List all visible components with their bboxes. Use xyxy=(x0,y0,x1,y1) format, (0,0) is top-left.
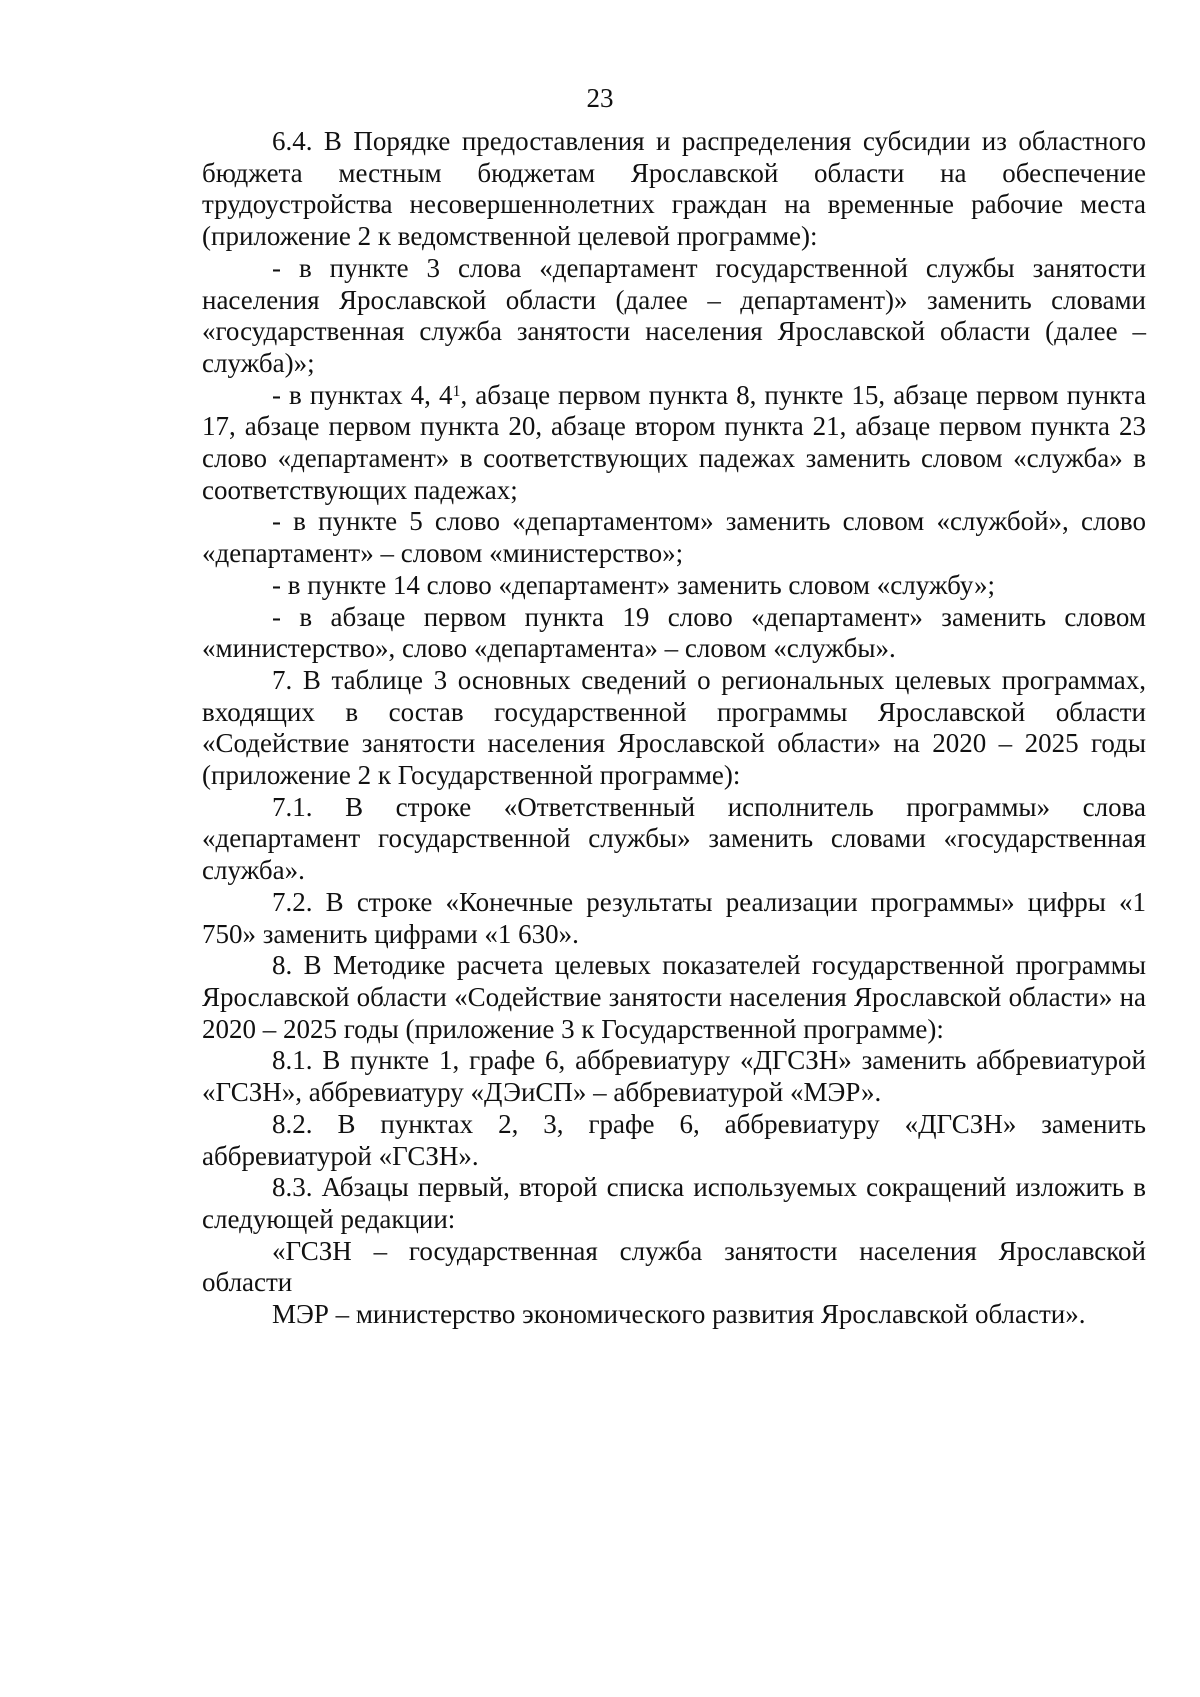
page-number: 23 xyxy=(586,83,614,113)
document-body xyxy=(202,126,1146,1331)
superscript-1: 1 xyxy=(452,382,461,400)
paragraph-item-14: - в пункте 14 слово «департамент» заменить словом «службу»; xyxy=(272,569,996,600)
abbreviation-gszn: «ГСЗН – государственная служба занятости населения Ярославской области xyxy=(202,1235,1146,1298)
paragraph-item-5: - в пункте 5 слово «департаментом» заменить словом «службой», слово «департамент» – словом «министерство»; xyxy=(202,506,1146,569)
paragraph-8: 8. В Методике расчета целевых показателей государственной программы Ярославской области «Содействие занятости населения Ярославской области» на 2020 – 2025 годы (приложение 3 к Государственной программе): xyxy=(202,950,1146,1044)
paragraph-7-1: 7.1. В строке «Ответственный исполнитель программы» слова «департамент государственной службы» заменить словами «государственная служба». xyxy=(202,791,1146,886)
abbreviation-mer: МЭР – министерство экономического развития Ярославской области». xyxy=(272,1299,1086,1330)
paragraph-item-4 xyxy=(202,380,1146,507)
paragraph-8-2: 8.2. В пунктах 2, 3, графе 6, аббревиатуру «ДГСЗН» заменить аббревиатурой «ГСЗН». xyxy=(202,1108,1146,1171)
paragraph-7-2: 7.2. В строке «Конечные результаты реализации программы» цифры «1 750» заменить цифрами «1 630». xyxy=(202,886,1146,949)
paragraph-7: 7. В таблице 3 основных сведений о региональных целевых программах, входящих в состав государственной программы Ярославской области «Содействие занятости населения Ярославской области» на 2020 – 2025 годы (приложение 2 к Государственной программе): xyxy=(202,664,1146,791)
paragraph-item-19: - в абзаце первом пункта 19 слово «департамент» заменить словом «министерство», слово «департамента» – словом «службы». xyxy=(202,601,1146,664)
paragraph-8-3: 8.3. Абзацы первый, второй списка используемых сокращений изложить в следующей редакции: xyxy=(202,1172,1146,1234)
paragraph-item-4-text-before: - в пунктах 4, 4 xyxy=(272,379,453,410)
paragraph-6-4: 6.4. В Порядке предоставления и распределения субсидии из областного бюджета местным бюджетам Ярославской области на обеспечение трудоустройства несовершеннолетних граждан на временные рабочие места (приложение 2 к ведомственной целевой программе): xyxy=(202,126,1146,252)
paragraph-item-3: - в пункте 3 слова «департамент государственной службы занятости населения Ярославской области (далее – департамент)» заменить словами «государственная служба занятости населения Ярославской области (далее – служба)»; xyxy=(202,252,1146,378)
paragraph-8-1: 8.1. В пункте 1, графе 6, аббревиатуру «ДГСЗН» заменить аббревиатурой «ГСЗН», аббревиатуру «ДЭиСП» – аббревиатурой «МЭР». xyxy=(202,1045,1146,1108)
paragraph-item-4-text-after: , абзаце первом пункта 8, пункте 15, абзаце первом пункта 17, абзаце первом пункта 20, абзаце втором пункта 21, абзаце первом пункта 23 слово «департамент» в соответствующих падежах заменить словом «служба» в соответствующих падежах; xyxy=(202,379,1147,505)
